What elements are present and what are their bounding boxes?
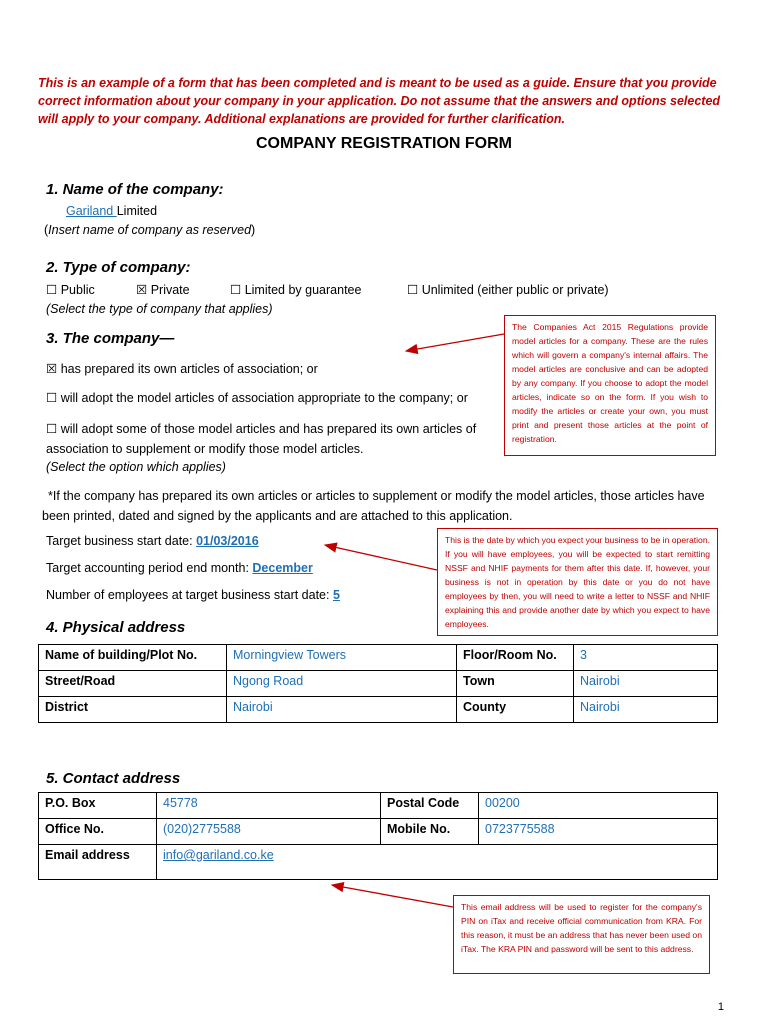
- county-value[interactable]: Nairobi: [574, 697, 718, 723]
- articles-hint: (Select the option which applies): [46, 460, 226, 474]
- target-start-date-value[interactable]: 01/03/2016: [196, 534, 259, 548]
- type-option-limited-by-guarantee[interactable]: ☐ Limited by guarantee: [230, 283, 362, 297]
- district-label: District: [39, 697, 227, 723]
- section-1-heading: 1. Name of the company:: [46, 181, 224, 198]
- articles-option-model[interactable]: ☐ will adopt the model articles of association appropriate to the company; or: [46, 391, 468, 405]
- page-number: 1: [717, 1001, 724, 1013]
- start-date-arrow: [325, 545, 437, 570]
- checkbox-checked-icon[interactable]: ☒: [136, 283, 148, 297]
- company-name-hint: (Insert name of company as reserved): [44, 223, 256, 237]
- target-employees-row: Number of employees at target business start date: 5: [46, 588, 340, 602]
- type-hint: (Select the type of company that applies): [46, 302, 273, 316]
- email-value[interactable]: info@gariland.co.ke: [163, 848, 274, 862]
- checkbox-icon[interactable]: ☐: [407, 283, 419, 297]
- articles-footnote: *If the company has prepared its own articles or articles to supplement or modify the model articles, those articles have been printed, dated and signed by the applicants and are attached to this application.: [42, 489, 705, 523]
- target-period-end-row: Target accounting period end month: December: [46, 561, 313, 575]
- target-start-date-row: Target business start date: 01/03/2016: [46, 534, 259, 548]
- street-value[interactable]: Ngong Road: [227, 671, 457, 697]
- type-option-private[interactable]: ☒ Private: [136, 283, 190, 297]
- section-4-heading: 4. Physical address: [46, 619, 186, 636]
- section-2-heading: 2. Type of company:: [46, 259, 191, 276]
- start-date-note: This is the date by which you expect your business to be in operation. If you will have employees, you will be expected to start remitting NSSF and NHIF payments for them after this date. If, however, your business is not in operation by this date or you do not have employees by then, you will need to write a letter to NSSF and NHIF explaining this and provide another date by which you expect to have employees.: [437, 528, 718, 636]
- po-box-value[interactable]: 45778: [157, 793, 381, 819]
- company-name-value[interactable]: Gariland: [66, 204, 117, 218]
- street-label: Street/Road: [39, 671, 227, 697]
- articles-note: The Companies Act 2015 Regulations provide model articles for a company. These are the rules which will govern a company's internal affairs. The model articles are conclusive and can be adopted by any company. If you choose to adopt the model articles, indicate so on the form. If you wish to modify the articles or create your own, you must print and present those articles at the point of registration.: [504, 315, 716, 456]
- email-arrow: [332, 885, 453, 907]
- target-employees-value[interactable]: 5: [332, 588, 340, 602]
- type-option-public[interactable]: ☐ Public: [46, 283, 95, 297]
- checkbox-icon[interactable]: ☐: [230, 283, 242, 297]
- district-value[interactable]: Nairobi: [227, 697, 457, 723]
- building-label: Name of building/Plot No.: [39, 645, 227, 671]
- articles-option-mixed[interactable]: ☐ will adopt some of those model articles and has prepared its own articles of association to supplement or modify those model articles.: [46, 422, 477, 456]
- checkbox-icon[interactable]: ☐: [46, 422, 58, 436]
- intro-guidance-text: This is an example of a form that has been completed and is meant to be used as a guide. Ensure that you provide correct information about your company in your application. Do not assume that the answers and options selected will apply to your company. Additional explanations are provided for further clarification.: [38, 76, 721, 126]
- po-box-label: P.O. Box: [39, 793, 157, 819]
- office-no-label: Office No.: [39, 819, 157, 845]
- town-value[interactable]: Nairobi: [574, 671, 718, 697]
- email-label: Email address: [39, 845, 157, 880]
- checkbox-checked-icon[interactable]: ☒: [46, 362, 58, 376]
- mobile-no-label: Mobile No.: [381, 819, 479, 845]
- form-title: COMPANY REGISTRATION FORM: [256, 135, 512, 152]
- postal-code-value[interactable]: 00200: [479, 793, 718, 819]
- target-period-end-value[interactable]: December: [252, 561, 313, 575]
- type-option-unlimited[interactable]: ☐ Unlimited (either public or private): [407, 283, 609, 297]
- building-value[interactable]: Morningview Towers: [227, 645, 457, 671]
- email-note: This email address will be used to register for the company's PIN on iTax and receive official communication from KRA. For this reason, it must be an address that has never been used on iTax. The KRA PIN and password will be sent to this address.: [453, 895, 710, 974]
- floor-value[interactable]: 3: [574, 645, 718, 671]
- county-label: County: [457, 697, 574, 723]
- postal-code-label: Postal Code: [381, 793, 479, 819]
- checkbox-icon[interactable]: ☐: [46, 283, 58, 297]
- section-3-heading: 3. The company—: [46, 330, 175, 347]
- articles-option-own[interactable]: ☒ has prepared its own articles of association; or: [46, 362, 318, 376]
- town-label: Town: [457, 671, 574, 697]
- floor-label: Floor/Room No.: [457, 645, 574, 671]
- checkbox-icon[interactable]: ☐: [46, 391, 58, 405]
- mobile-no-value[interactable]: 0723775588: [479, 819, 718, 845]
- section-5-heading: 5. Contact address: [46, 770, 181, 787]
- articles-arrow: [406, 334, 504, 351]
- office-no-value[interactable]: (020)2775588: [157, 819, 381, 845]
- company-name-suffix: Limited: [116, 204, 158, 218]
